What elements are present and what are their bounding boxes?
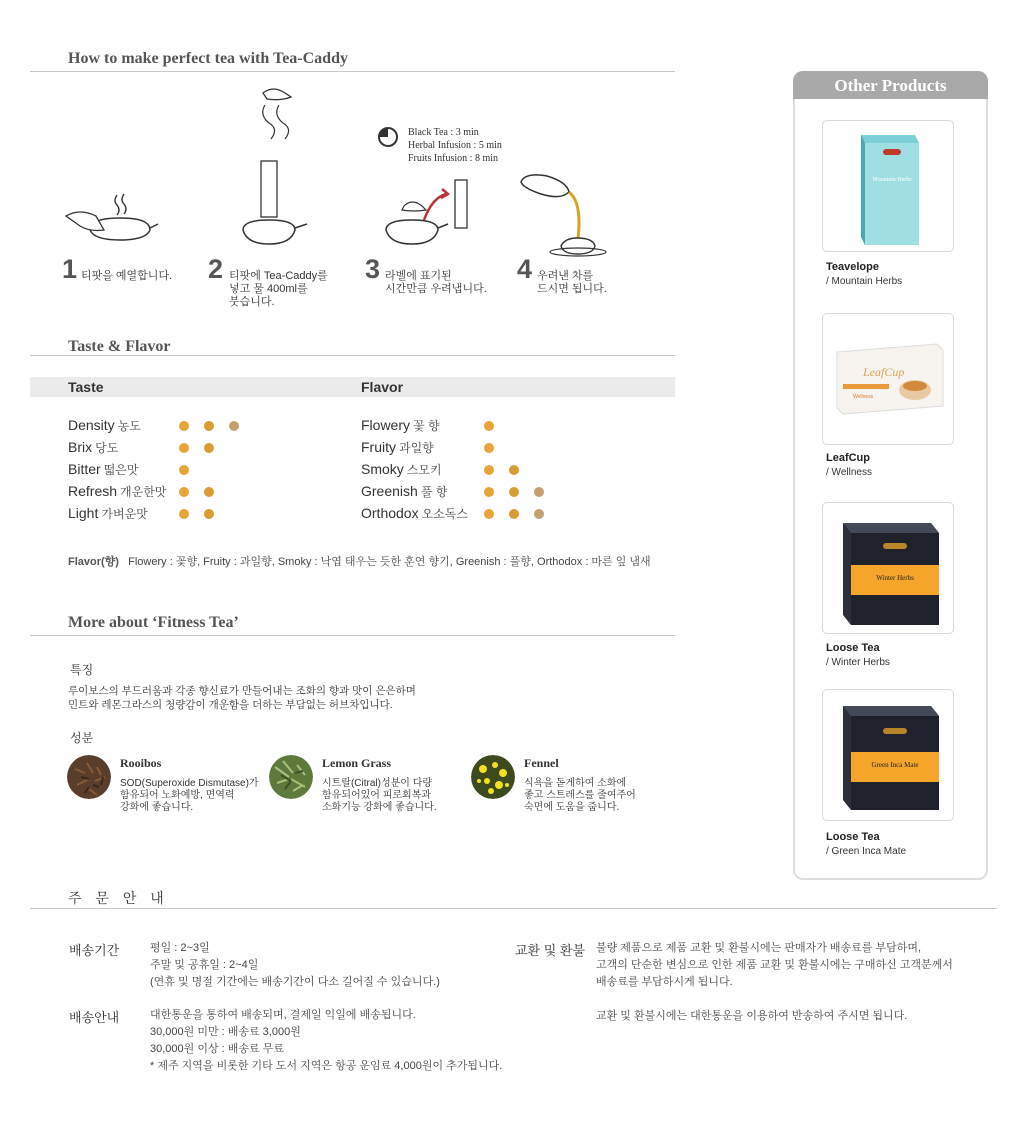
ingredient-lemon-grass-desc: 시트랄(Citral)성분이 다량 함유되어있어 피로회복과 소화기능 강화에 좋습니다. [322, 778, 437, 813]
fitness-divider [30, 635, 675, 636]
product-1-sub: / Mountain Herbs [826, 276, 903, 287]
fitness-title: More about ‘Fitness Tea’ [68, 614, 239, 631]
flavor-note-text: Flowery : 꽃향, Fruity : 과일향, Smoky : 낙엽 태우는 듯한 훈연 향기, Greenish : 풀향, Orthodox : 마른 잎 냄새 [128, 556, 651, 568]
lemon-grass-image [269, 755, 313, 799]
teavelope-box-image [823, 121, 953, 251]
flavor-label-ko: 풀 향 [420, 485, 448, 499]
product-green-inca-mate-thumb[interactable] [822, 689, 954, 821]
feature-text: 루이보스의 부드러움과 각종 향신료가 만들어내는 조화의 향과 맛이 은은하며 민트와 레몬그라스의 청량감이 개운함을 더하는 부담없는 허브차입니다. [68, 685, 416, 711]
winter-herbs-tin-label: Winter Herbs [876, 574, 914, 582]
winter-herbs-tin-image [823, 503, 953, 633]
delivery-info-line: 30,000원 미만 : 배송료 3,000원 [150, 1026, 301, 1038]
taste-row-light [68, 505, 148, 522]
taste-label: Light [68, 505, 99, 521]
taste-label: Bitter [68, 461, 101, 477]
ingredients-label: 성분 [70, 731, 94, 745]
delivery-info-line: 대한통운을 통하여 배송되며, 결제일 익일에 배송됩니다. [150, 1009, 416, 1021]
flavor-label: Smoky [361, 461, 404, 477]
leafcup-box-image [823, 314, 953, 444]
taste-row-density [68, 417, 141, 434]
taste-label-ko: 농도 [117, 419, 141, 433]
delivery-info-text [150, 1007, 502, 1075]
taste-header: Taste [68, 379, 104, 395]
flavor-label-ko: 꽃 향 [413, 419, 440, 433]
time-herbal: Herbal Infusion : 5 min [408, 140, 502, 151]
order-title: 주 문 안 내 [68, 890, 169, 906]
ingredient-rooibos-desc: SOD(Superoxide Dismutase)가 함유되어 노화예방, 면역력 강화에 좋습니다. [120, 778, 259, 813]
product-1-name[interactable]: Teavelope [826, 261, 879, 273]
taste-level-dot [179, 443, 189, 453]
teavelope-box-label: Mountain Herbs [872, 177, 912, 183]
taste-level-dot [179, 465, 189, 475]
other-products-title: Other Products [834, 76, 947, 95]
flavor-row-flowery [361, 417, 440, 434]
fennel-image [471, 755, 515, 799]
taste-level-dot [179, 421, 189, 431]
exchange-line: 고객의 단순한 변심으로 인한 제품 교환 및 환불시에는 구매하신 고객분께서 [596, 959, 953, 971]
product-3-name[interactable]: Loose Tea [826, 642, 880, 654]
flavor-level-dot [484, 509, 494, 519]
taste-label: Refresh [68, 483, 118, 499]
time-fruits: Fruits Infusion : 8 min [408, 153, 499, 164]
ingredient-fennel-desc: 식욕을 돋게하여 소화에 좋고 스트레스를 줄여주어 숙면에 도움을 줍니다. [524, 778, 636, 813]
flavor-row-greenish [361, 483, 447, 500]
ingredient-lemon-grass-name: Lemon Grass [322, 756, 391, 770]
step-2-number: 2 [208, 254, 224, 284]
taste-label: Brix [68, 439, 93, 455]
exchange-text [596, 940, 953, 991]
product-winter-herbs-thumb[interactable] [822, 502, 954, 634]
leafcup-box-label: LeafCup [863, 365, 905, 379]
step-4-number: 4 [517, 254, 533, 284]
flavor-level-dot [484, 443, 494, 453]
howto-divider [30, 71, 675, 72]
taste-label: Density [68, 417, 115, 433]
taste-level-dot [204, 509, 214, 519]
flavor-label: Fruity [361, 439, 396, 455]
taste-flavor-title: Taste & Flavor [68, 338, 171, 355]
taste-label-ko: 당도 [95, 441, 119, 455]
taste-level-dot [204, 487, 214, 497]
delivery-period-line: 평일 : 2~3일 [150, 942, 210, 954]
flavor-label-ko: 스모키 [406, 463, 442, 477]
taste-level-dot [179, 509, 189, 519]
ingredient-rooibos-name: Rooibos [120, 756, 162, 770]
exchange-label: 교환 및 환불 [515, 943, 586, 958]
taste-label-ko: 개운한맛 [120, 485, 167, 499]
flavor-level-dot [484, 487, 494, 497]
step-3-illustration [380, 170, 475, 260]
taste-row-bitter [68, 461, 138, 478]
howto-title: How to make perfect tea with Tea-Caddy [68, 50, 348, 67]
product-3-sub: / Winter Herbs [826, 657, 890, 668]
flavor-label: Orthodox [361, 505, 419, 521]
taste-row-brix [68, 439, 118, 456]
taste-level-dot [229, 421, 239, 431]
flavor-row-fruity [361, 439, 434, 456]
flavor-label-ko: 오소독스 [421, 507, 468, 521]
product-leafcup-thumb[interactable] [822, 313, 954, 445]
time-black-tea: Black Tea : 3 min [408, 127, 479, 138]
steep-times [408, 126, 502, 165]
delivery-period-text [150, 940, 440, 991]
step-1-number: 1 [62, 254, 78, 284]
exchange-line: 배송료를 부담하시게 됩니다. [596, 976, 733, 988]
product-2-sub: / Wellness [826, 467, 872, 478]
flavor-header: Flavor [361, 379, 404, 395]
step-2-illustration [235, 85, 315, 260]
product-2-name[interactable]: LeafCup [826, 452, 870, 464]
exchange-note: 교환 및 환불시에는 대한통운을 이용하여 반송하여 주시면 됩니다. [596, 1010, 908, 1022]
step-1-illustration [62, 190, 162, 250]
step-1-text: 티팟을 예열합니다. [81, 270, 173, 282]
flavor-level-dot [509, 509, 519, 519]
delivery-info-label: 배송안내 [69, 1010, 120, 1025]
flavor-note [68, 553, 651, 569]
green-inca-mate-tin-label: Green Inca Mate [871, 761, 919, 769]
taste-level-dot [179, 487, 189, 497]
taste-label-ko: 가벼운맛 [101, 507, 148, 521]
product-4-name[interactable]: Loose Tea [826, 831, 880, 843]
flavor-level-dot [509, 487, 519, 497]
delivery-period-line: (연휴 및 명절 기간에는 배송기간이 다소 길어질 수 있습니다.) [150, 976, 440, 988]
taste-label-ko: 떫은맛 [103, 463, 139, 477]
flavor-row-orthodox [361, 505, 468, 522]
taste-flavor-divider [30, 355, 675, 356]
flavor-level-dot [484, 465, 494, 475]
step-4-text: 우려낸 차를 드시면 됩니다. [537, 270, 607, 295]
rooibos-image [67, 755, 111, 799]
step-4-illustration [515, 168, 610, 260]
order-divider [30, 908, 997, 909]
flavor-label: Greenish [361, 483, 418, 499]
product-teavelope-thumb[interactable] [822, 120, 954, 252]
leafcup-box-sub: Wellness [853, 394, 874, 400]
delivery-period-line: 주말 및 공휴일 : 2~4일 [150, 959, 259, 971]
product-4-sub: / Green Inca Mate [826, 846, 907, 857]
green-inca-mate-tin-image [823, 690, 953, 820]
ingredient-fennel-name: Fennel [524, 756, 559, 770]
exchange-line: 불량 제품으로 제품 교환 및 환불시에는 판매자가 배송료를 부담하며, [596, 942, 922, 954]
step-3-number: 3 [365, 254, 381, 284]
taste-flavor-header-bar [30, 377, 675, 397]
flavor-label-ko: 과일향 [399, 441, 434, 455]
flavor-level-dot [484, 421, 494, 431]
flavor-row-smoky [361, 461, 442, 478]
flavor-level-dot [534, 509, 544, 519]
delivery-info-line: * 제주 지역을 비롯한 기타 도서 지역은 항공 운임료 4,000원이 추가됩니다. [150, 1060, 503, 1072]
step-3-text: 라벨에 표기된 시간만큼 우려냅니다. [385, 270, 487, 295]
timer-icon [376, 126, 400, 148]
delivery-info-line: 30,000원 이상 : 배송료 무료 [150, 1043, 284, 1055]
flavor-note-label: Flavor(향) [68, 556, 119, 568]
feature-label: 특징 [70, 663, 94, 677]
taste-level-dot [204, 443, 214, 453]
flavor-level-dot [534, 487, 544, 497]
taste-level-dot [204, 421, 214, 431]
flavor-label: Flowery [361, 417, 411, 433]
step-2-text: 티팟에 Tea-Caddy를 넣고 물 400ml를 붓습니다. [229, 270, 328, 308]
taste-row-refresh [68, 483, 166, 500]
delivery-period-label: 배송기간 [69, 943, 120, 958]
flavor-level-dot [509, 465, 519, 475]
